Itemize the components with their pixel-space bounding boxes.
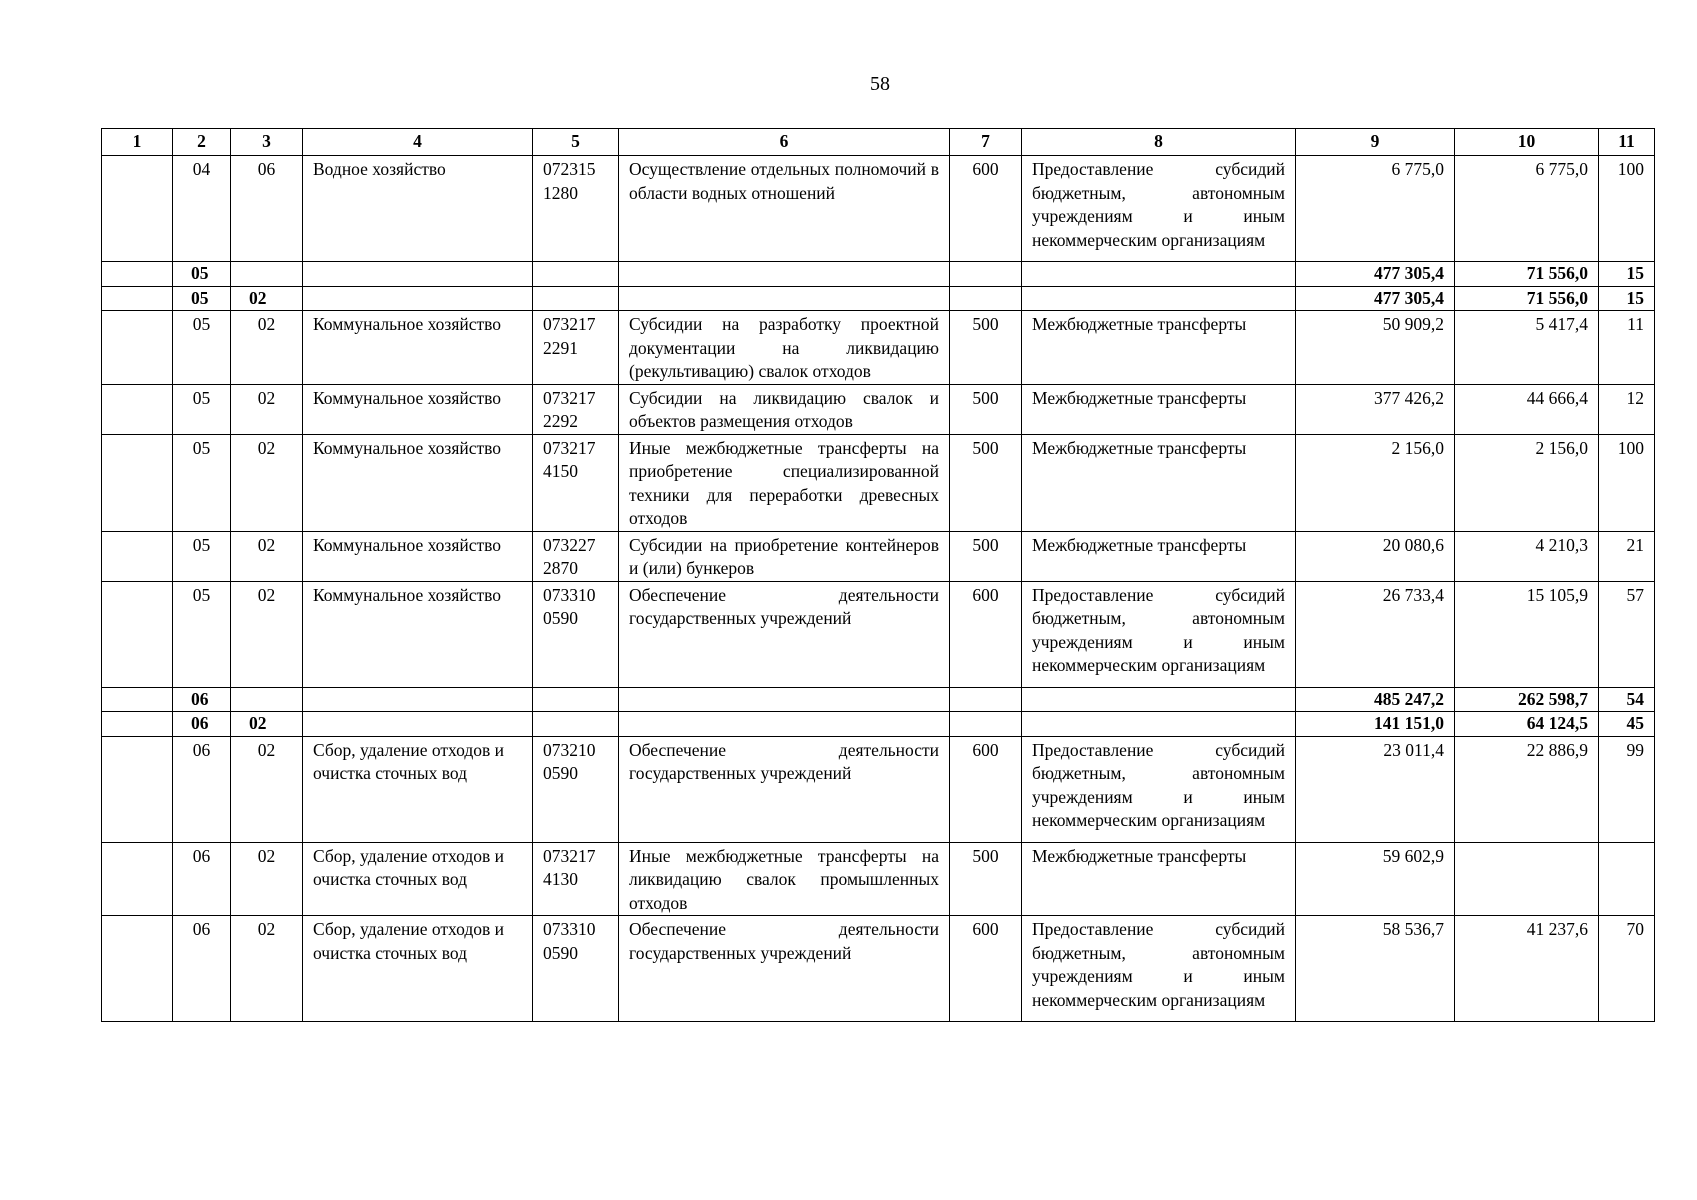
section-code: 05 bbox=[173, 286, 231, 311]
column-number-row bbox=[102, 129, 1655, 156]
executed-amount: 22 886,9 bbox=[1455, 736, 1599, 842]
executed-amount: 71 556,0 bbox=[1455, 286, 1599, 311]
expense-type-name bbox=[1022, 262, 1296, 287]
column-header: 6 bbox=[619, 129, 950, 156]
empty-cell bbox=[102, 434, 173, 531]
section-code: 05 bbox=[173, 434, 231, 531]
table-row bbox=[102, 581, 1655, 687]
target-article-name: Обеспечение деятельности государственных учреждений bbox=[619, 916, 950, 1022]
target-article-code: 073310 0590 bbox=[533, 581, 619, 687]
planned-amount: 6 775,0 bbox=[1296, 156, 1455, 262]
expense-type-name bbox=[1022, 286, 1296, 311]
subsection-code: 02 bbox=[231, 286, 303, 311]
target-article-name: Обеспечение деятельности государственных учреждений bbox=[619, 581, 950, 687]
expense-type-name: Предоставление субсидий бюджетным, автономным учреждениям и иным некоммерческим организациям bbox=[1022, 581, 1296, 687]
target-article-code: 073217 4150 bbox=[533, 434, 619, 531]
target-article-name: Иные межбюджетные трансферты на приобретение специализированной техники для переработки древесных отходов bbox=[619, 434, 950, 531]
subsection-name: Коммунальное хозяйство bbox=[303, 384, 533, 434]
expense-type-code bbox=[950, 712, 1022, 737]
table-row bbox=[102, 384, 1655, 434]
empty-cell bbox=[102, 687, 173, 712]
expense-type-code: 600 bbox=[950, 736, 1022, 842]
empty-cell bbox=[102, 286, 173, 311]
subsection-code: 02 bbox=[231, 581, 303, 687]
subsection-name: Коммунальное хозяйство bbox=[303, 311, 533, 385]
column-header: 3 bbox=[231, 129, 303, 156]
planned-amount: 26 733,4 bbox=[1296, 581, 1455, 687]
subsection-code: 02 bbox=[231, 842, 303, 916]
empty-cell bbox=[102, 842, 173, 916]
execution-percent: 100 bbox=[1599, 434, 1655, 531]
target-article-code bbox=[533, 687, 619, 712]
expense-type-code: 500 bbox=[950, 311, 1022, 385]
column-header: 4 bbox=[303, 129, 533, 156]
subtotal-row bbox=[102, 687, 1655, 712]
expense-type-name: Предоставление субсидий бюджетным, автономным учреждениям и иным некоммерческим организациям bbox=[1022, 156, 1296, 262]
expense-type-name: Межбюджетные трансферты bbox=[1022, 311, 1296, 385]
expense-type-code bbox=[950, 262, 1022, 287]
target-article-code bbox=[533, 286, 619, 311]
planned-amount: 2 156,0 bbox=[1296, 434, 1455, 531]
page-number: 58 bbox=[870, 73, 890, 95]
target-article-name: Обеспечение деятельности государственных учреждений bbox=[619, 736, 950, 842]
subsection-code bbox=[231, 262, 303, 287]
subsection-name bbox=[303, 687, 533, 712]
target-article-code: 073310 0590 bbox=[533, 916, 619, 1022]
execution-percent: 70 bbox=[1599, 916, 1655, 1022]
execution-percent: 45 bbox=[1599, 712, 1655, 737]
budget-table bbox=[101, 128, 1655, 1022]
subsection-name: Сбор, удаление отходов и очистка сточных вод bbox=[303, 916, 533, 1022]
execution-percent: 15 bbox=[1599, 262, 1655, 287]
table-row bbox=[102, 531, 1655, 581]
executed-amount: 2 156,0 bbox=[1455, 434, 1599, 531]
executed-amount: 71 556,0 bbox=[1455, 262, 1599, 287]
section-code: 05 bbox=[173, 384, 231, 434]
section-code: 04 bbox=[173, 156, 231, 262]
empty-cell bbox=[102, 531, 173, 581]
table-body bbox=[102, 156, 1655, 1022]
subtotal-row bbox=[102, 286, 1655, 311]
planned-amount: 477 305,4 bbox=[1296, 286, 1455, 311]
target-article-name: Субсидии на приобретение контейнеров и (или) бункеров bbox=[619, 531, 950, 581]
target-article-name bbox=[619, 712, 950, 737]
section-code: 06 bbox=[173, 687, 231, 712]
section-code: 06 bbox=[173, 842, 231, 916]
expense-type-name: Предоставление субсидий бюджетным, автономным учреждениям и иным некоммерческим организациям bbox=[1022, 736, 1296, 842]
execution-percent: 99 bbox=[1599, 736, 1655, 842]
section-code: 05 bbox=[173, 581, 231, 687]
column-header: 5 bbox=[533, 129, 619, 156]
column-header: 1 bbox=[102, 129, 173, 156]
table-row bbox=[102, 916, 1655, 1022]
execution-percent: 57 bbox=[1599, 581, 1655, 687]
expense-type-name: Предоставление субсидий бюджетным, автономным учреждениям и иным некоммерческим организациям bbox=[1022, 916, 1296, 1022]
subsection-name bbox=[303, 712, 533, 737]
target-article-name: Иные межбюджетные трансферты на ликвидацию свалок промышленных отходов bbox=[619, 842, 950, 916]
table-row bbox=[102, 156, 1655, 262]
planned-amount: 20 080,6 bbox=[1296, 531, 1455, 581]
table-row bbox=[102, 311, 1655, 385]
column-header: 11 bbox=[1599, 129, 1655, 156]
execution-percent bbox=[1599, 842, 1655, 916]
executed-amount: 41 237,6 bbox=[1455, 916, 1599, 1022]
section-code: 06 bbox=[173, 736, 231, 842]
expense-type-name bbox=[1022, 687, 1296, 712]
subsection-name: Сбор, удаление отходов и очистка сточных вод bbox=[303, 736, 533, 842]
planned-amount: 377 426,2 bbox=[1296, 384, 1455, 434]
subsection-code: 02 bbox=[231, 434, 303, 531]
subtotal-row bbox=[102, 712, 1655, 737]
target-article-code: 073227 2870 bbox=[533, 531, 619, 581]
table-row bbox=[102, 842, 1655, 916]
subsection-name: Коммунальное хозяйство bbox=[303, 581, 533, 687]
executed-amount bbox=[1455, 842, 1599, 916]
subsection-name: Коммунальное хозяйство bbox=[303, 434, 533, 531]
column-header: 2 bbox=[173, 129, 231, 156]
section-code: 05 bbox=[173, 311, 231, 385]
section-code: 05 bbox=[173, 262, 231, 287]
subsection-code bbox=[231, 687, 303, 712]
column-header: 8 bbox=[1022, 129, 1296, 156]
target-article-code: 073217 4130 bbox=[533, 842, 619, 916]
executed-amount: 262 598,7 bbox=[1455, 687, 1599, 712]
empty-cell bbox=[102, 384, 173, 434]
planned-amount: 23 011,4 bbox=[1296, 736, 1455, 842]
target-article-code: 072315 1280 bbox=[533, 156, 619, 262]
execution-percent: 15 bbox=[1599, 286, 1655, 311]
column-header: 10 bbox=[1455, 129, 1599, 156]
empty-cell bbox=[102, 156, 173, 262]
table-row bbox=[102, 434, 1655, 531]
column-header: 7 bbox=[950, 129, 1022, 156]
executed-amount: 15 105,9 bbox=[1455, 581, 1599, 687]
executed-amount: 64 124,5 bbox=[1455, 712, 1599, 737]
subsection-name: Коммунальное хозяйство bbox=[303, 531, 533, 581]
target-article-name bbox=[619, 262, 950, 287]
empty-cell bbox=[102, 262, 173, 287]
expense-type-name bbox=[1022, 712, 1296, 737]
subsection-name: Сбор, удаление отходов и очистка сточных вод bbox=[303, 842, 533, 916]
expense-type-code bbox=[950, 286, 1022, 311]
expense-type-name: Межбюджетные трансферты bbox=[1022, 842, 1296, 916]
subsection-code: 02 bbox=[231, 712, 303, 737]
planned-amount: 477 305,4 bbox=[1296, 262, 1455, 287]
subsection-name bbox=[303, 262, 533, 287]
section-code: 06 bbox=[173, 916, 231, 1022]
expense-type-code: 600 bbox=[950, 156, 1022, 262]
empty-cell bbox=[102, 916, 173, 1022]
subsection-code: 02 bbox=[231, 736, 303, 842]
table-row bbox=[102, 736, 1655, 842]
planned-amount: 58 536,7 bbox=[1296, 916, 1455, 1022]
target-article-name bbox=[619, 286, 950, 311]
expense-type-name: Межбюджетные трансферты bbox=[1022, 384, 1296, 434]
column-header: 9 bbox=[1296, 129, 1455, 156]
subsection-code: 02 bbox=[231, 384, 303, 434]
section-code: 05 bbox=[173, 531, 231, 581]
expense-type-code: 600 bbox=[950, 581, 1022, 687]
execution-percent: 54 bbox=[1599, 687, 1655, 712]
target-article-name: Субсидии на ликвидацию свалок и объектов размещения отходов bbox=[619, 384, 950, 434]
planned-amount: 59 602,9 bbox=[1296, 842, 1455, 916]
execution-percent: 21 bbox=[1599, 531, 1655, 581]
executed-amount: 5 417,4 bbox=[1455, 311, 1599, 385]
target-article-name bbox=[619, 687, 950, 712]
planned-amount: 141 151,0 bbox=[1296, 712, 1455, 737]
expense-type-code bbox=[950, 687, 1022, 712]
subsection-name bbox=[303, 286, 533, 311]
subsection-code: 02 bbox=[231, 311, 303, 385]
subsection-code: 06 bbox=[231, 156, 303, 262]
empty-cell bbox=[102, 712, 173, 737]
section-code: 06 bbox=[173, 712, 231, 737]
expense-type-code: 500 bbox=[950, 384, 1022, 434]
empty-cell bbox=[102, 736, 173, 842]
executed-amount: 44 666,4 bbox=[1455, 384, 1599, 434]
subsection-code: 02 bbox=[231, 531, 303, 581]
empty-cell bbox=[102, 311, 173, 385]
target-article-code: 073217 2292 bbox=[533, 384, 619, 434]
subsection-name: Водное хозяйство bbox=[303, 156, 533, 262]
target-article-code bbox=[533, 262, 619, 287]
subsection-code: 02 bbox=[231, 916, 303, 1022]
execution-percent: 12 bbox=[1599, 384, 1655, 434]
executed-amount: 6 775,0 bbox=[1455, 156, 1599, 262]
target-article-name: Субсидии на разработку проектной документации на ликвидацию (рекультивацию) свалок отходов bbox=[619, 311, 950, 385]
expense-type-name: Межбюджетные трансферты bbox=[1022, 434, 1296, 531]
expense-type-code: 500 bbox=[950, 531, 1022, 581]
planned-amount: 50 909,2 bbox=[1296, 311, 1455, 385]
expense-type-code: 500 bbox=[950, 434, 1022, 531]
target-article-name: Осуществление отдельных полномочий в области водных отношений bbox=[619, 156, 950, 262]
subtotal-row bbox=[102, 262, 1655, 287]
expense-type-code: 600 bbox=[950, 916, 1022, 1022]
executed-amount: 4 210,3 bbox=[1455, 531, 1599, 581]
expense-type-name: Межбюджетные трансферты bbox=[1022, 531, 1296, 581]
target-article-code: 073217 2291 bbox=[533, 311, 619, 385]
planned-amount: 485 247,2 bbox=[1296, 687, 1455, 712]
target-article-code bbox=[533, 712, 619, 737]
execution-percent: 11 bbox=[1599, 311, 1655, 385]
execution-percent: 100 bbox=[1599, 156, 1655, 262]
target-article-code: 073210 0590 bbox=[533, 736, 619, 842]
empty-cell bbox=[102, 581, 173, 687]
expense-type-code: 500 bbox=[950, 842, 1022, 916]
